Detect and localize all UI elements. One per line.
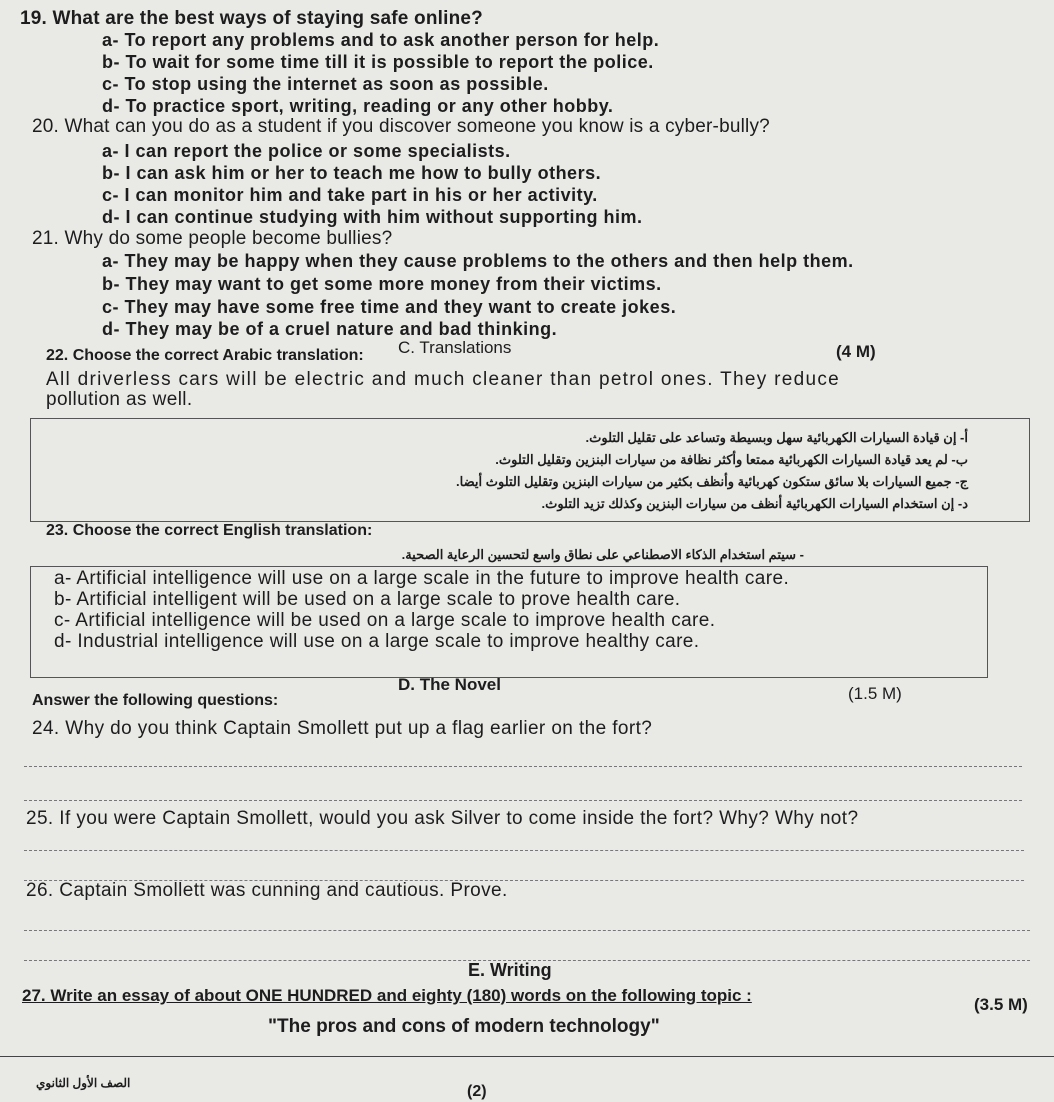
answer-line	[24, 930, 1030, 931]
q20-option-d: d- I can continue studying with him without supporting him.	[102, 207, 643, 227]
question-21: 21. Why do some people become bullies?	[32, 228, 393, 249]
q22-instruction: 22. Choose the correct Arabic translation:	[46, 347, 364, 364]
q22-option-c: ج- جميع السيارات بلا سائق ستكون كهربائية وأنظف بكثير من سيارات البنزين وتقليل التلوث أيضا.	[456, 474, 968, 489]
q23-arabic-sentence: - سيتم استخدام الذكاء الاصطناعي على نطاق واسع لتحسين الرعاية الصحية.	[401, 547, 804, 562]
q22-option-d: د- إن استخدام السيارات الكهربائية أنظف من سيارات البنزين وكذلك تزيد التلوث.	[541, 496, 968, 511]
q21-option-b: b- They may want to get some more money from their victims.	[102, 274, 662, 294]
q23-option-a: a- Artificial intelligence will use on a large scale in the future to improve health care.	[54, 568, 790, 589]
footer-term: الصف الأول الثانوي	[36, 1076, 131, 1090]
q22-option-a: أ- إن قيادة السيارات الكهربائية سهل وبسيطة وتساعد على تقليل التلوث.	[585, 430, 968, 445]
q23-option-b: b- Artificial intelligent will be used on a large scale to prove health care.	[54, 589, 681, 610]
q22-passage-line-1: All driverless cars will be electric and much cleaner than petrol ones. They reduce	[46, 369, 840, 390]
q23-option-d: d- Industrial intelligence will use on a large scale to improve healthy care.	[54, 631, 700, 652]
page-number: (2)	[467, 1083, 487, 1100]
section-d-marks: (1.5 M)	[848, 684, 902, 703]
q23-option-c: c- Artificial intelligence will be used on a large scale to improve health care.	[54, 610, 716, 631]
q21-option-c: c- They may have some free time and they want to create jokes.	[102, 297, 677, 317]
answer-line	[24, 766, 1022, 767]
answer-line	[24, 800, 1022, 801]
section-d-title: D. The Novel	[398, 675, 501, 694]
q22-option-b: ب- لم يعد قيادة السيارات الكهربائية ممتعا وأكثر نظافة من سيارات البنزين وتقليل التلوث.	[495, 452, 968, 467]
q19-option-d: d- To practice sport, writing, reading or any other hobby.	[102, 96, 614, 116]
answer-line	[24, 850, 1024, 851]
q19-option-b: b- To wait for some time till it is possible to report the police.	[102, 52, 654, 72]
q20-option-c: c- I can monitor him and take part in his or her activity.	[102, 185, 598, 205]
q19-option-a: a- To report any problems and to ask another person for help.	[102, 30, 660, 50]
q26: 26. Captain Smollett was cunning and cautious. Prove.	[26, 880, 508, 901]
q21-option-a: a- They may be happy when they cause problems to the others and then help them.	[102, 251, 854, 271]
q20-option-a: a- I can report the police or some specialists.	[102, 141, 511, 161]
q25: 25. If you were Captain Smollett, would you ask Silver to come inside the fort? Why? Why not?	[26, 808, 859, 829]
section-d-instruction: Answer the following questions:	[32, 692, 279, 709]
q20-option-b: b- I can ask him or her to teach me how to bully others.	[102, 163, 602, 183]
q24: 24. Why do you think Captain Smollett put up a flag earlier on the fort?	[32, 718, 653, 739]
q23-instruction: 23. Choose the correct English translation:	[46, 522, 373, 539]
q22-passage-line-2: pollution as well.	[46, 389, 193, 410]
section-c-marks: (4 M)	[836, 342, 876, 361]
q27-instruction: 27. Write an essay of about ONE HUNDRED and eighty (180) words on the following topic :	[22, 986, 752, 1005]
essay-topic: "The pros and cons of modern technology"	[268, 1016, 660, 1037]
section-e-marks: (3.5 M)	[974, 995, 1028, 1014]
section-e-title: E. Writing	[468, 960, 552, 980]
section-c-title: C. Translations	[398, 338, 512, 357]
question-19: 19. What are the best ways of staying safe online?	[20, 8, 483, 29]
footer-divider	[0, 1056, 1054, 1057]
q21-option-d: d- They may be of a cruel nature and bad thinking.	[102, 319, 558, 339]
question-20: 20. What can you do as a student if you discover someone you know is a cyber-bully?	[32, 116, 770, 137]
q19-option-c: c- To stop using the internet as soon as possible.	[102, 74, 549, 94]
